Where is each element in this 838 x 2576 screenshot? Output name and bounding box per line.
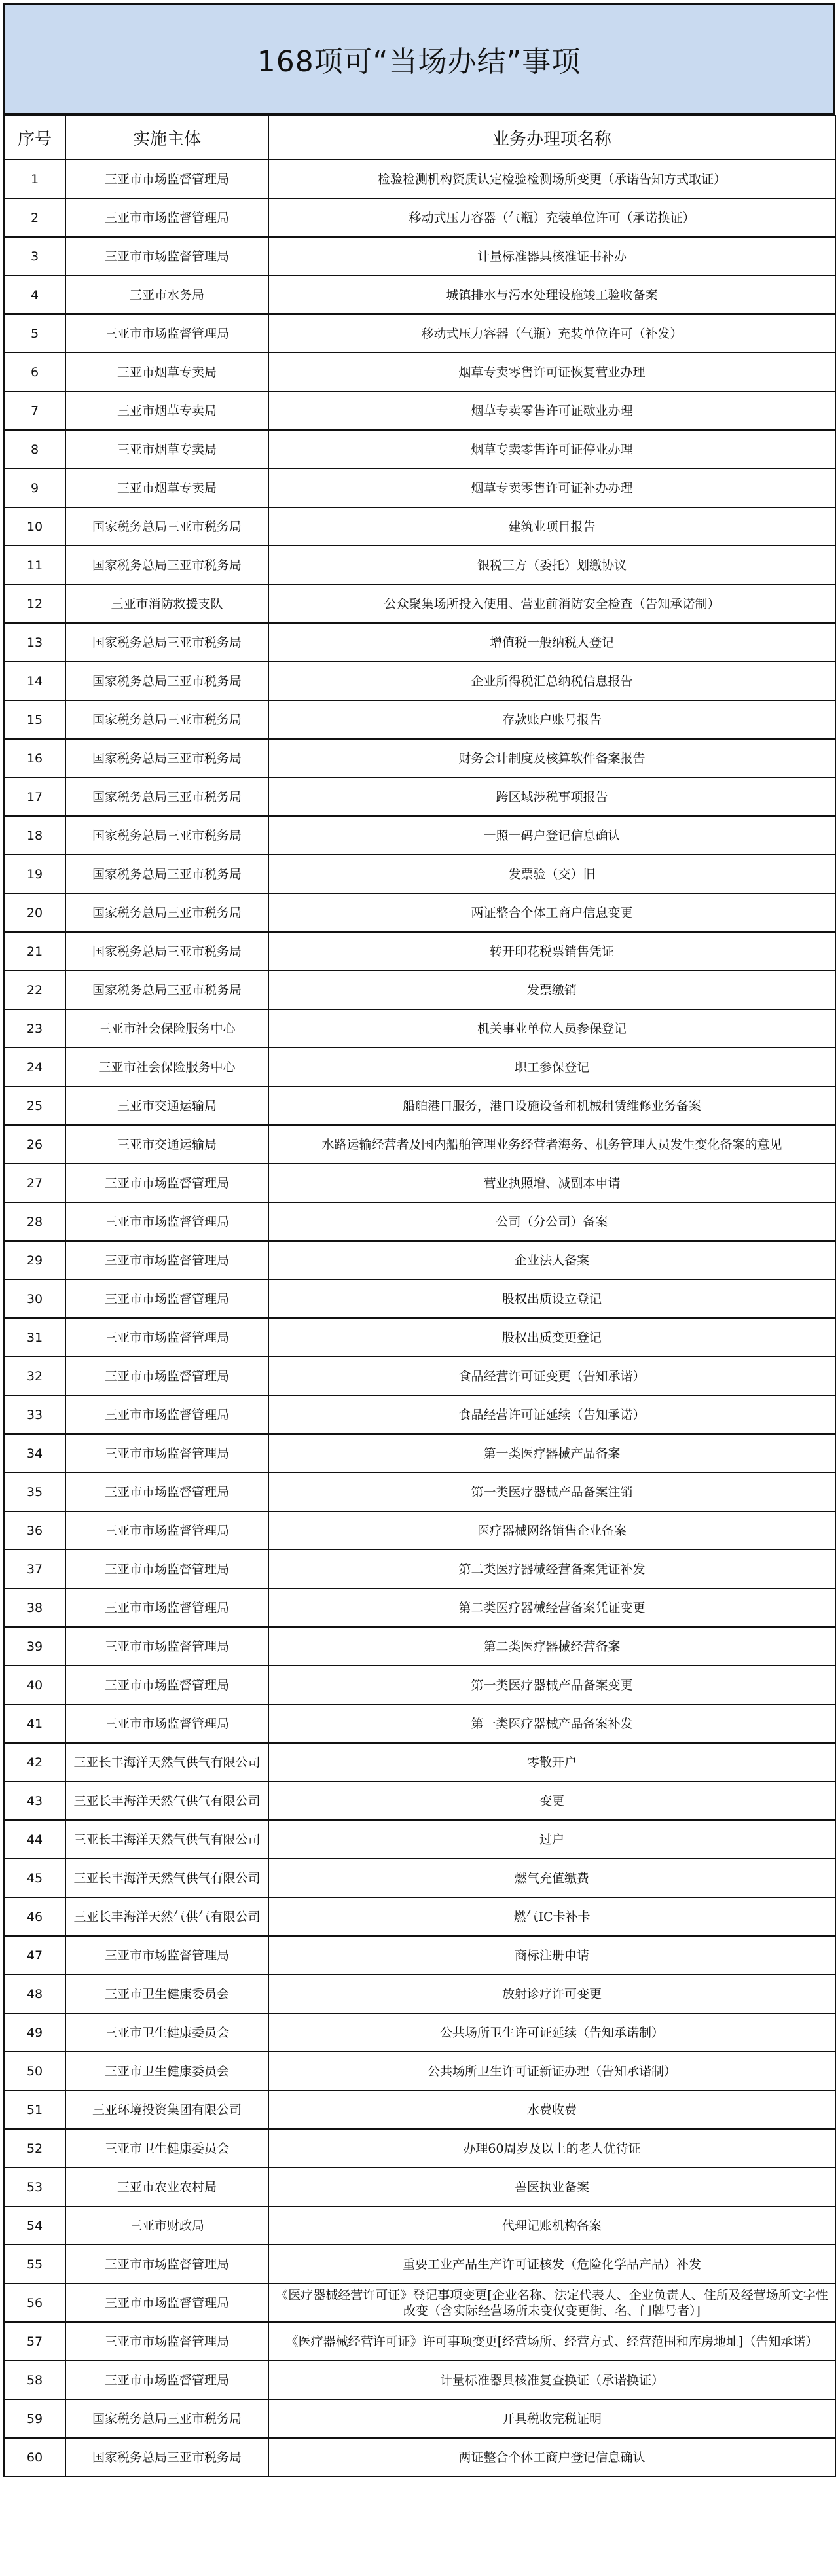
cell-no: 52 [4,2129,65,2168]
cell-org: 三亚市市场监督管理局 [65,2361,268,2399]
cell-item: 《医疗器械经营许可证》登记事项变更[企业名称、法定代表人、企业负责人、住所及经营场所文字性改变（含实际经营场所未变仅变更街、名、门牌号者）] [268,2283,835,2322]
cell-org: 三亚市烟草专卖局 [65,353,268,391]
cell-org: 三亚市市场监督管理局 [65,2283,268,2322]
cell-item: 过户 [268,1820,835,1859]
cell-item: 股权出质变更登记 [268,1318,835,1357]
cell-no: 8 [4,430,65,469]
cell-item: 企业法人备案 [268,1241,835,1279]
cell-org: 三亚市卫生健康委员会 [65,2052,268,2090]
cell-item: 食品经营许可证延续（告知承诺） [268,1395,835,1434]
cell-no: 35 [4,1473,65,1511]
cell-org: 三亚市市场监督管理局 [65,1279,268,1318]
cell-no: 44 [4,1820,65,1859]
cell-no: 6 [4,353,65,391]
cell-no: 54 [4,2206,65,2245]
cell-no: 27 [4,1164,65,1202]
table-row [4,2129,835,2168]
header-no: 序号 [4,115,65,160]
table-row [4,1743,835,1781]
cell-no: 56 [4,2283,65,2322]
cell-no: 34 [4,1434,65,1473]
cell-org: 三亚长丰海洋天然气供气有限公司 [65,1743,268,1781]
header-org: 实施主体 [65,115,268,160]
cell-no: 15 [4,700,65,739]
table-row [4,2206,835,2245]
cell-no: 40 [4,1666,65,1704]
table-row [4,1781,835,1820]
table-row [4,160,835,198]
cell-org: 三亚市市场监督管理局 [65,1588,268,1627]
cell-item: 第一类医疗器械产品备案注销 [268,1473,835,1511]
cell-item: 移动式压力容器（气瓶）充装单位许可（承诺换证） [268,198,835,237]
table-row [4,546,835,584]
cell-item: 城镇排水与污水处理设施竣工验收备案 [268,276,835,314]
table-row [4,391,835,430]
cell-no: 45 [4,1859,65,1897]
cell-no: 53 [4,2168,65,2206]
table-row [4,1318,835,1357]
cell-no: 38 [4,1588,65,1627]
table-row [4,1897,835,1936]
cell-org: 国家税务总局三亚市税务局 [65,2399,268,2438]
cell-org: 三亚市卫生健康委员会 [65,2129,268,2168]
cell-item: 第一类医疗器械产品备案 [268,1434,835,1473]
cell-item: 转开印花税票销售凭证 [268,932,835,971]
cell-org: 三亚市交通运输局 [65,1086,268,1125]
cell-no: 49 [4,2013,65,2052]
cell-no: 3 [4,237,65,276]
cell-no: 39 [4,1627,65,1666]
cell-item: 食品经营许可证变更（告知承诺） [268,1357,835,1395]
cell-no: 19 [4,855,65,893]
cell-org: 三亚市财政局 [65,2206,268,2245]
cell-item: 公共场所卫生许可证新证办理（告知承诺制） [268,2052,835,2090]
cell-no: 1 [4,160,65,198]
cell-org: 三亚长丰海洋天然气供气有限公司 [65,1781,268,1820]
cell-item: 船舶港口服务，港口设施设备和机械租赁维修业务备案 [268,1086,835,1125]
cell-no: 11 [4,546,65,584]
cell-no: 13 [4,623,65,662]
cell-no: 9 [4,469,65,507]
cell-no: 37 [4,1550,65,1588]
table-row [4,237,835,276]
cell-org: 三亚市水务局 [65,276,268,314]
cell-org: 国家税务总局三亚市税务局 [65,623,268,662]
cell-org: 三亚市卫生健康委员会 [65,2013,268,2052]
cell-no: 60 [4,2438,65,2477]
cell-item: 发票验（交）旧 [268,855,835,893]
cell-item: 水路运输经营者及国内船舶管理业务经营者海务、机务管理人员发生变化备案的意见 [268,1125,835,1164]
table-row [4,276,835,314]
cell-org: 三亚市烟草专卖局 [65,430,268,469]
cell-org: 国家税务总局三亚市税务局 [65,816,268,855]
cell-item: 检验检测机构资质认定检验检测场所变更（承诺告知方式取证） [268,160,835,198]
cell-org: 国家税务总局三亚市税务局 [65,662,268,700]
cell-org: 三亚环境投资集团有限公司 [65,2090,268,2129]
table-row [4,662,835,700]
cell-no: 51 [4,2090,65,2129]
cell-no: 43 [4,1781,65,1820]
table-row [4,2245,835,2283]
cell-item: 公司（分公司）备案 [268,1202,835,1241]
cell-org: 三亚市市场监督管理局 [65,2322,268,2361]
table-row [4,1241,835,1279]
cell-org: 国家税务总局三亚市税务局 [65,700,268,739]
cell-item: 商标注册申请 [268,1936,835,1975]
cell-no: 36 [4,1511,65,1550]
cell-item: 重要工业产品生产许可证核发（危险化学品产品）补发 [268,2245,835,2283]
cell-no: 57 [4,2322,65,2361]
table-row [4,1473,835,1511]
cell-no: 58 [4,2361,65,2399]
cell-item: 第一类医疗器械产品备案变更 [268,1666,835,1704]
table-row [4,1820,835,1859]
cell-org: 三亚市市场监督管理局 [65,1627,268,1666]
table-row [4,932,835,971]
cell-org: 国家税务总局三亚市税务局 [65,778,268,816]
cell-org: 三亚市市场监督管理局 [65,1666,268,1704]
title-banner [3,3,835,115]
cell-item: 变更 [268,1781,835,1820]
cell-org: 三亚市市场监督管理局 [65,1434,268,1473]
cell-no: 29 [4,1241,65,1279]
table-row [4,2399,835,2438]
table-row [4,1588,835,1627]
table-row [4,1434,835,1473]
cell-item: 第二类医疗器械经营备案 [268,1627,835,1666]
table-row [4,507,835,546]
cell-item: 开具税收完税证明 [268,2399,835,2438]
cell-item: 公众聚集场所投入使用、营业前消防安全检查（告知承诺制） [268,584,835,623]
cell-item: 燃气IC卡补卡 [268,1897,835,1936]
cell-org: 三亚市农业农村局 [65,2168,268,2206]
cell-no: 42 [4,1743,65,1781]
cell-item: 增值税一般纳税人登记 [268,623,835,662]
cell-item: 第二类医疗器械经营备案凭证变更 [268,1588,835,1627]
cell-no: 24 [4,1048,65,1086]
cell-item: 放射诊疗许可变更 [268,1975,835,2013]
cell-no: 16 [4,739,65,778]
cell-org: 三亚市市场监督管理局 [65,1164,268,1202]
cell-item: 医疗器械网络销售企业备案 [268,1511,835,1550]
cell-no: 25 [4,1086,65,1125]
table-row [4,816,835,855]
cell-item: 银税三方（委托）划缴协议 [268,546,835,584]
cell-org: 三亚长丰海洋天然气供气有限公司 [65,1859,268,1897]
table-row [4,469,835,507]
cell-no: 59 [4,2399,65,2438]
table-row [4,1859,835,1897]
cell-item: 代理记账机构备案 [268,2206,835,2245]
cell-org: 三亚市烟草专卖局 [65,391,268,430]
table-row [4,2322,835,2361]
cell-item: 一照一码户登记信息确认 [268,816,835,855]
table-row [4,1627,835,1666]
cell-no: 20 [4,893,65,932]
table-row [4,1936,835,1975]
cell-org: 国家税务总局三亚市税务局 [65,2438,268,2477]
cell-item: 公共场所卫生许可证延续（告知承诺制） [268,2013,835,2052]
table-row [4,1395,835,1434]
cell-no: 18 [4,816,65,855]
table-row [4,893,835,932]
cell-org: 国家税务总局三亚市税务局 [65,546,268,584]
table-row [4,2438,835,2477]
cell-org: 三亚市市场监督管理局 [65,1395,268,1434]
cell-org: 三亚市社会保险服务中心 [65,1048,268,1086]
table-row [4,430,835,469]
table-row [4,2013,835,2052]
table-row [4,1048,835,1086]
table-row [4,584,835,623]
cell-no: 22 [4,971,65,1009]
table-row [4,1279,835,1318]
cell-org: 三亚市市场监督管理局 [65,2245,268,2283]
items-table [3,115,836,2477]
table-row [4,1164,835,1202]
cell-no: 48 [4,1975,65,2013]
cell-item: 烟草专卖零售许可证歇业办理 [268,391,835,430]
table-row [4,1009,835,1048]
table-row [4,2168,835,2206]
table-row [4,2361,835,2399]
table-row [4,314,835,353]
cell-item: 企业所得税汇总纳税信息报告 [268,662,835,700]
cell-org: 三亚市市场监督管理局 [65,237,268,276]
cell-org: 三亚市市场监督管理局 [65,1550,268,1588]
cell-item: 股权出质设立登记 [268,1279,835,1318]
table-header-row [4,115,835,160]
table-row [4,198,835,237]
cell-no: 28 [4,1202,65,1241]
table-row [4,353,835,391]
document-sheet [3,3,835,2477]
table-row [4,1975,835,2013]
cell-item: 烟草专卖零售许可证恢复营业办理 [268,353,835,391]
cell-item: 职工参保登记 [268,1048,835,1086]
table-row [4,2283,835,2322]
cell-org: 三亚市市场监督管理局 [65,1241,268,1279]
cell-item: 两证整合个体工商户信息变更 [268,893,835,932]
cell-org: 国家税务总局三亚市税务局 [65,893,268,932]
cell-org: 三亚市市场监督管理局 [65,1202,268,1241]
header-item: 业务办理项名称 [268,115,835,160]
cell-org: 三亚市社会保险服务中心 [65,1009,268,1048]
page-title: 168项可“当场办结”事项 [257,45,581,79]
cell-org: 三亚市市场监督管理局 [65,1357,268,1395]
cell-org: 国家税务总局三亚市税务局 [65,739,268,778]
cell-item: 发票缴销 [268,971,835,1009]
cell-item: 跨区域涉税事项报告 [268,778,835,816]
cell-no: 47 [4,1936,65,1975]
cell-org: 三亚市消防救援支队 [65,584,268,623]
cell-no: 55 [4,2245,65,2283]
table-row [4,1125,835,1164]
cell-org: 三亚市市场监督管理局 [65,160,268,198]
cell-no: 5 [4,314,65,353]
cell-item: 存款账户账号报告 [268,700,835,739]
cell-item: 第二类医疗器械经营备案凭证补发 [268,1550,835,1588]
cell-item: 两证整合个体工商户登记信息确认 [268,2438,835,2477]
cell-item: 计量标准器具核准复查换证（承诺换证） [268,2361,835,2399]
cell-no: 30 [4,1279,65,1318]
cell-org: 三亚市市场监督管理局 [65,1473,268,1511]
table-row [4,971,835,1009]
table-row [4,739,835,778]
cell-org: 三亚市市场监督管理局 [65,198,268,237]
cell-item: 财务会计制度及核算软件备案报告 [268,739,835,778]
cell-item: 机关事业单位人员参保登记 [268,1009,835,1048]
cell-no: 7 [4,391,65,430]
cell-item: 兽医执业备案 [268,2168,835,2206]
cell-no: 14 [4,662,65,700]
cell-org: 三亚长丰海洋天然气供气有限公司 [65,1820,268,1859]
cell-item: 零散开户 [268,1743,835,1781]
cell-org: 三亚市市场监督管理局 [65,1936,268,1975]
cell-item: 第一类医疗器械产品备案补发 [268,1704,835,1743]
table-row [4,1357,835,1395]
cell-no: 46 [4,1897,65,1936]
table-row [4,2090,835,2129]
cell-no: 32 [4,1357,65,1395]
table-row [4,855,835,893]
cell-item: 移动式压力容器（气瓶）充装单位许可（补发） [268,314,835,353]
cell-no: 17 [4,778,65,816]
table-row [4,1511,835,1550]
cell-org: 三亚长丰海洋天然气供气有限公司 [65,1897,268,1936]
cell-item: 建筑业项目报告 [268,507,835,546]
cell-no: 26 [4,1125,65,1164]
cell-no: 12 [4,584,65,623]
cell-org: 三亚市市场监督管理局 [65,314,268,353]
cell-no: 31 [4,1318,65,1357]
cell-org: 国家税务总局三亚市税务局 [65,932,268,971]
cell-org: 三亚市交通运输局 [65,1125,268,1164]
cell-org: 三亚市市场监督管理局 [65,1511,268,1550]
cell-item: 计量标准器具核准证书补办 [268,237,835,276]
cell-org: 国家税务总局三亚市税务局 [65,507,268,546]
cell-org: 国家税务总局三亚市税务局 [65,855,268,893]
cell-item: 燃气充值缴费 [268,1859,835,1897]
cell-item: 烟草专卖零售许可证补办办理 [268,469,835,507]
cell-no: 23 [4,1009,65,1048]
cell-no: 21 [4,932,65,971]
cell-no: 4 [4,276,65,314]
cell-org: 三亚市市场监督管理局 [65,1318,268,1357]
cell-item: 营业执照增、减副本申请 [268,1164,835,1202]
table-row [4,778,835,816]
table-row [4,1202,835,1241]
cell-item: 水费收费 [268,2090,835,2129]
cell-item: 办理60周岁及以上的老人优待证 [268,2129,835,2168]
table-row [4,1666,835,1704]
table-row [4,2052,835,2090]
cell-org: 国家税务总局三亚市税务局 [65,971,268,1009]
cell-no: 50 [4,2052,65,2090]
table-row [4,1704,835,1743]
cell-no: 33 [4,1395,65,1434]
cell-no: 41 [4,1704,65,1743]
cell-no: 2 [4,198,65,237]
cell-org: 三亚市卫生健康委员会 [65,1975,268,2013]
cell-no: 10 [4,507,65,546]
table-row [4,700,835,739]
table-row [4,1550,835,1588]
table-row [4,623,835,662]
table-row [4,1086,835,1125]
cell-item: 烟草专卖零售许可证停业办理 [268,430,835,469]
cell-org: 三亚市市场监督管理局 [65,1704,268,1743]
cell-item: 《医疗器械经营许可证》许可事项变更[经营场所、经营方式、经营范围和库房地址]（告知承诺） [268,2322,835,2361]
cell-org: 三亚市烟草专卖局 [65,469,268,507]
